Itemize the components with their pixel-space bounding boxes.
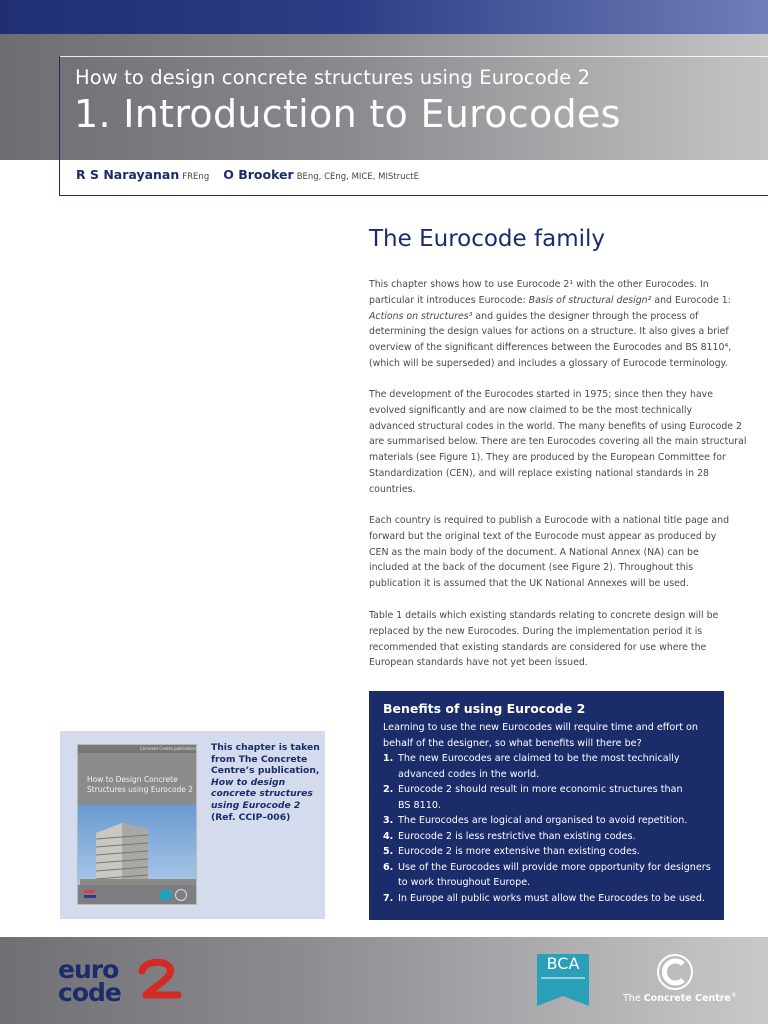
benefit-number: 7. [383,892,394,904]
text-line: countries. [369,483,416,495]
bca-mini-logo [160,890,172,900]
bca-logo-text: BCA [546,954,580,973]
text-line: advanced codes in the world. [398,768,540,780]
eurocode2-logo [58,957,203,1005]
benefit-item [383,782,712,813]
cover-title-line: How to Design Concrete [87,775,178,784]
building-photo [78,805,197,885]
text-line: overview of the significant differences between the Eurocodes and BS 8110⁴, [369,342,732,354]
text-line: materials (see Figure 1). They are produced by the European Committee for [369,452,726,464]
title-frame-bottom [59,195,768,196]
text-line: CEN as the main body of the document. A National Annex (NA) can be [369,546,699,558]
text-line: concrete structures [211,788,313,800]
benefit-number: 3. [383,815,394,826]
text-line: advanced structural codes in the world. The many benefits of using Eurocode 2 [369,420,742,432]
text-line: This chapter shows how to use Eurocode 2¹ with the other Eurocodes. In [369,279,709,290]
benefit-item [383,813,712,829]
body-paragraph [369,513,730,592]
page-title: 1. Introduction to Eurocodes [74,92,621,136]
benefit-item [383,844,712,860]
text-line: are summarised below. There are ten Eurocodes covering all the main structural [369,436,747,448]
cc-name: Concrete Centre [643,993,731,1005]
publication-note [211,742,321,823]
text-line: European standards have not yet been issued. [369,657,588,669]
text-line: Actions on structures³ and guides the designer through the process of [369,310,699,322]
text-line: from The Concrete [211,753,308,765]
benefit-item [383,860,712,891]
body-paragraph [369,277,732,372]
benefit-number: 4. [383,830,394,842]
title-frame-left [59,56,60,196]
text-line: particular it introduces Eurocode: Basis of structural design² and Eurocode 1: [369,294,731,306]
text-line: forward but the original text of the Eurocode must appear as produced by [369,530,717,542]
author-name: R S Narayanan [76,167,180,182]
benefit-item [383,891,712,907]
text-line: Each country is required to publish a Eurocode with a national title page and [369,515,730,526]
text-line: Table 1 details which existing standards relating to concrete design will be [369,610,719,621]
text-line: (which will be superseded) and includes a glossary of Eurocode terminology. [369,357,728,369]
text-line: Eurocode 2 is more extensive than existing codes. [398,846,640,857]
concrete-centre-logo [653,953,697,991]
cover-title-line: Structures using Eurocode 2 [87,785,194,794]
benefit-item [383,829,712,845]
benefits-title: Benefits of using Eurocode 2 [383,701,586,716]
cc-suffix: ® [730,992,737,999]
cover-title [87,775,193,795]
text-line: Learning to use the new Eurocodes will require time and effort on [383,722,698,733]
benefit-number: 2. [383,784,394,795]
concrete-centre-logo-text [623,992,737,1004]
text-line: Use of the Eurocodes will provide more opportunity for designers [398,861,711,873]
text-line: publication it is assumed that the UK National Annexes will be used. [369,578,689,590]
text-line: replaced by the new Eurocodes. During the implementation period it is [369,625,703,637]
text-line: (Ref. CCIP–006) [211,811,291,823]
section-heading: The Eurocode family [369,226,605,252]
text-line: recommended that existing standards are considered for use where the [369,641,707,653]
top-blue-band [0,0,768,34]
benefit-number: 5. [383,846,394,857]
text-line: How to design [211,776,286,788]
text-line: determining the design values for actions on a structure. It also gives a brief [369,326,729,338]
benefits-intro [383,720,712,751]
text-line: evolved significantly and are now claimed to be the most technically [369,404,693,416]
text-line: to work throughout Europe. [398,877,531,888]
book-cover-image [77,744,197,905]
text-line: Eurocode 2 should result in more economic structures than [398,784,683,795]
text-line: The new Eurocodes are claimed to be the most technically [398,753,680,764]
text-line: BS 8110. [398,799,442,811]
text-line: This chapter is taken [211,742,320,753]
author-quals: BEng, CEng, MICE, MIStructE [296,172,419,182]
author-line [76,167,419,182]
text-line: In Europe all public works must allow the Eurocodes to be used. [398,892,705,904]
text-line: The development of the Eurocodes started in 1975; since then they have [369,389,713,400]
cc-prefix: The [623,993,644,1005]
title-frame-top [59,56,768,57]
series-subtitle: How to design concrete structures using Eurocode 2 [75,66,591,89]
eurocode-mini-logo [84,889,102,901]
author-quals: FREng [182,172,210,182]
text-line: using Eurocode 2 [211,799,301,811]
svg-text:code: code [58,978,121,1005]
cover-strip-text: Concrete Centre publication [140,746,197,751]
text-line: Standardization (CEN), and will replace existing national standards in 28 [369,467,709,479]
text-line: The Eurocodes are logical and organised to avoid repetition. [398,815,688,826]
benefits-panel [369,691,724,920]
body-paragraph [369,387,747,498]
concrete-centre-mini-logo [175,889,187,901]
benefit-number: 1. [383,753,394,764]
body-paragraph [369,608,727,671]
text-line: Eurocode 2 is less restrictive than existing codes. [398,830,636,842]
benefit-item [383,751,712,782]
svg-text:euro: euro [58,957,119,984]
text-line: included at the back of the document (see Figure 2). Throughout this [369,562,694,574]
text-line: Centre’s publication, [211,765,320,777]
benefits-list [383,751,712,906]
text-line: behalf of the designer, so what benefits will there be? [383,737,642,749]
benefit-number: 6. [383,861,394,873]
author-name: O Brooker [223,167,294,182]
